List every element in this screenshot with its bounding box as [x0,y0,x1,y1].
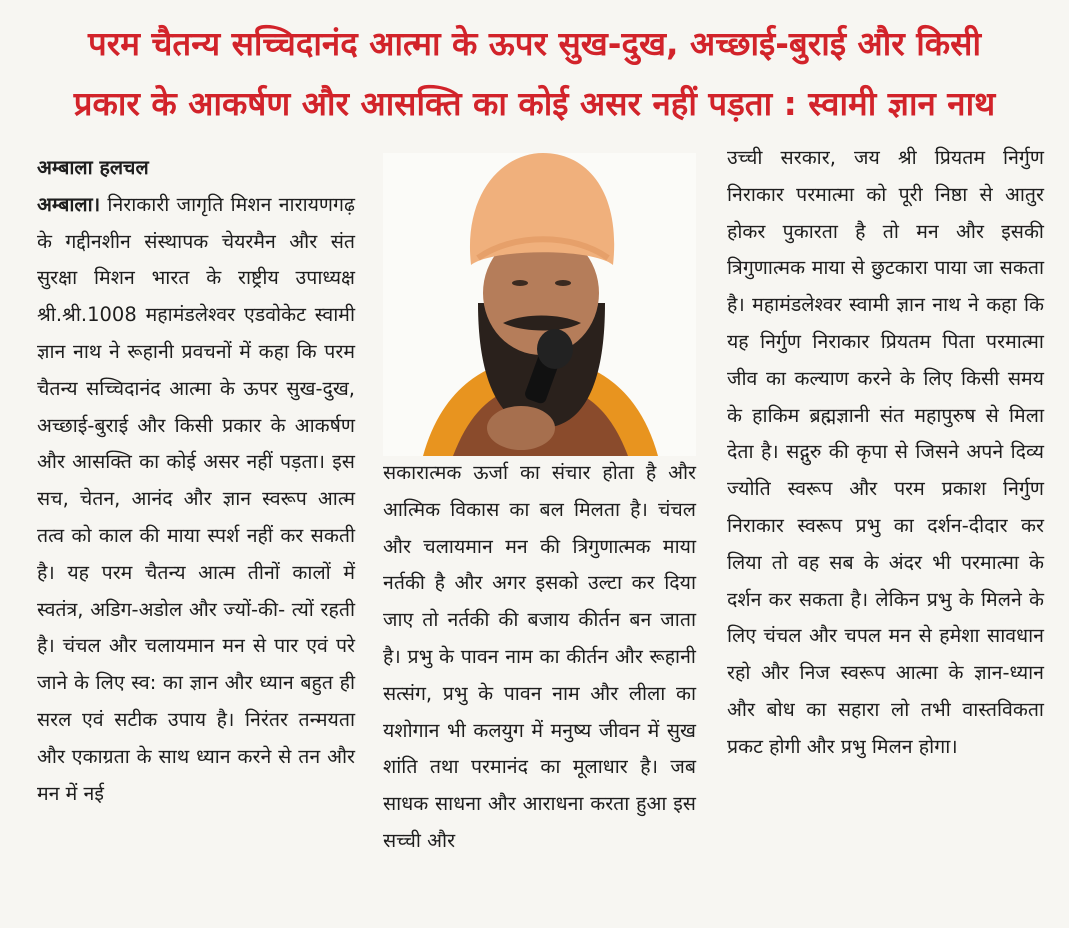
column-3-text: उच्ची सरकार, जय श्री प्रियतम निर्गुण निराकार परमात्मा को पूरी निष्ठा से आतुर होकर पुकारता है तो मन और इसकी त्रिगुणात्मक माया से छुटकारा पाया जा सकता है। महामंडलेश्वर स्वामी ज्ञान नाथ ने कहा कि यह निर्गुण निराकार प्रियतम पिता परमात्मा जीव का कल्याण करने के लिए किसी समय के हाकिम ब्रह्मज्ञानी संत महापुरुष से मिला देता है। सद्गुरु की कृपा से जिसने अपने दिव्य ज्योति स्वरूप और परम प्रकाश निर्गुण निराकार स्वरूप प्रभु का दर्शन-दीदार कर लिया तो वह सब के अंदर भी परमात्मा के दर्शन कर सकता है। लेकिन प्रभु के मिलने के लिए चंचल और चपल मन से हमेशा सावधान रहो और निज स्वरूप आत्मा के ज्ञान-ध्यान और बोध का सहारा लो तभी वास्तविकता प्रकट होगी और प्रभु मिलन होगा। [727,146,1044,758]
headline [0,14,1069,134]
speaker-illustration [383,153,696,456]
left-eye [512,280,528,286]
byline: अम्बाला हलचल [37,156,149,179]
dateline: अम्बाला। [37,192,101,216]
article-column-3 [727,140,1044,766]
article-column-2 [383,455,696,860]
speaker-photo [383,153,696,456]
headline-line-2: प्रकार के आकर्षण और आसक्ति का कोई असर नहीं पड़ता : स्वामी ज्ञान नाथ [73,84,996,123]
column-2-text: सकारात्मक ऊर्जा का संचार होता है और आत्मिक विकास का बल मिलता है। चंचल और चलायमान मन की त्रिगुणात्मक माया नर्तकी है और अगर इसको उल्टा कर दिया जाए तो नर्तकी की बजाय कीर्तन बन जाता है। प्रभु के पावन नाम का कीर्तन और रूहानी सत्संग, प्रभु के पावन नाम और लीला का यशोगान भी कलयुग में मनुष्य जीवन में सुख शांति तथा परमानंद का मूलाधार है। जब साधक साधना और आराधना करता हुआ इस सच्ची और [383,461,696,852]
microphone-head [537,329,573,369]
article-column-1 [37,150,355,812]
column-1-text: निराकारी जागृति मिशन नारायणगढ़ के गद्दीनशीन संस्थापक चेयरमैन और संत सुरक्षा मिशन भारत के राष्ट्रीय उपाध्यक्ष श्री.श्री.1008 महामंडलेश्वर एडवोकेट स्वामी ज्ञान नाथ ने रूहानी प्रवचनों में कहा कि परम चैतन्य सच्चिदानंद आत्मा के ऊपर सुख-दुख, अच्छाई-बुराई और किसी प्रकार के आकर्षण और आसक्ति का कोई असर नहीं पड़ता। इस सच, चेतन, आनंद और ज्ञान स्वरूप आत्म तत्व को काल की माया स्पर्श नहीं कर सकती है। यह परम चैतन्य आत्म तीनों कालों में स्वतंत्र, अडिग-अडोल और ज्यों-की- त्यों रहती है। चंचल और चलायमान मन से पार एवं परे जाने के लिए स्व: का ज्ञान और ध्यान बहुत ही सरल एवं सटीक उपाय है। निरंतर तन्मयता और एकाग्रता के साथ ध्यान करने से तन और मन में नई [37,192,355,805]
hand-shape [487,406,555,450]
right-eye [555,280,571,286]
headline-line-1: परम चैतन्य सच्चिदानंद आत्मा के ऊपर सुख-दुख, अच्छाई-बुराई और किसी [87,24,982,63]
